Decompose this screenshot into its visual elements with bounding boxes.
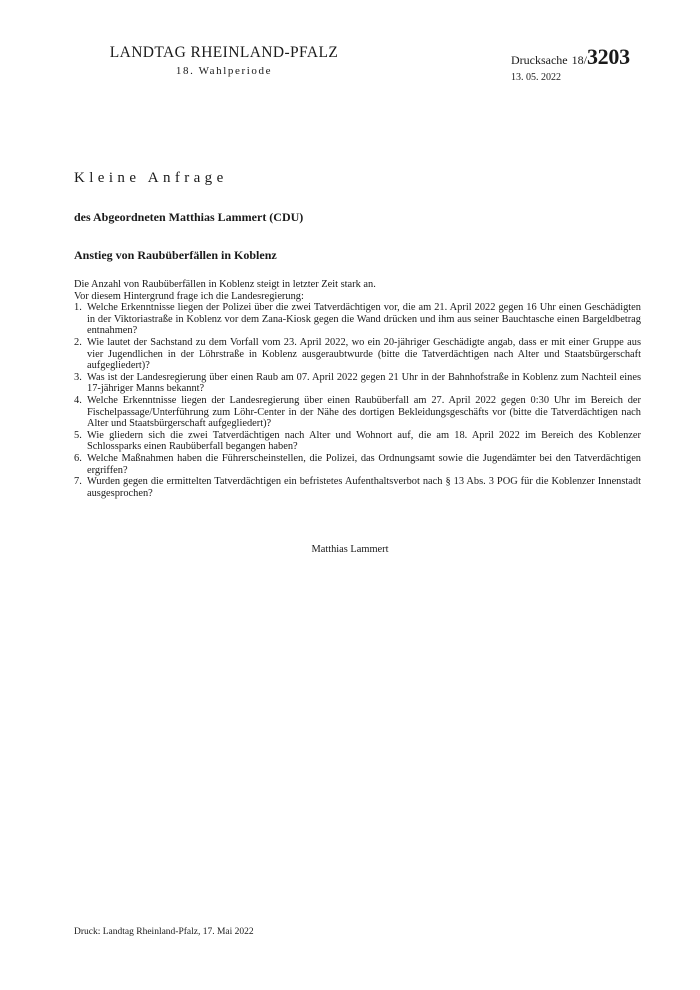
question-item [74, 337, 641, 372]
parliament-name: LANDTAG RHEINLAND-PFALZ [109, 44, 339, 61]
drucksache-line [511, 45, 671, 72]
question-text: Was ist der Landesregierung über einen Raub am 07. April 2022 gegen 21 Uhr in der Bahnhofstraße in Koblenz zum Nachteil eines 17-jähriger Manns bekannt? [87, 371, 641, 395]
author-line: des Abgeordneten Matthias Lammert (CDU) [74, 210, 304, 224]
question-text: Welche Erkenntnisse liegen der Polizei über die zwei Tatverdächtigen vor, die am 21. April 2022 gegen 16 Uhr einen Geschädigten in der Viktoriastraße in Koblenz vor dem Zana-Kiosk gegen die Wand drücken und ihm aus seiner Bauchtasche einen Bargeldbetrag entnahmen? [87, 302, 641, 337]
question-list [74, 302, 641, 499]
question-number: 4. [74, 394, 82, 406]
intro-line: Vor diesem Hintergrund frage ich die Landesregierung: [74, 290, 304, 302]
question-item [74, 430, 641, 453]
drucksache-number: 3203 [586, 44, 630, 69]
print-note: Druck: Landtag Rheinland-Pfalz, 17. Mai 2022 [74, 927, 254, 937]
parliament-header [74, 44, 374, 79]
question-item [74, 476, 641, 499]
drucksache-block [511, 45, 671, 84]
signature: Matthias Lammert [311, 544, 389, 555]
drucksache-date: 13. 05. 2022 [511, 72, 561, 83]
question-text: Wie lautet der Sachstand zu dem Vorfall vom 23. April 2022, wo ein 20-jähriger Geschädigte angab, dass er mit einer Gruppe aus vier Jugendlichen in der Löhrstraße in Koblenz ausgeraubtwurde (bitte die Tatverdächtigen nach Alter und Staatsbürgerschaft aufgegliedert)? [87, 336, 641, 372]
intro-line: Die Anzahl von Raubüberfällen in Koblenz steigt in letzter Zeit stark an. [74, 279, 376, 290]
question-number: 1. [74, 302, 82, 314]
question-item [74, 453, 641, 476]
question-text: Welche Maßnahmen haben die Führerscheinstellen, die Polizei, das Ordnungsamt sowie die Jugendämter bei den Tatverdächtigen ergriffen? [87, 452, 641, 476]
question-number: 7. [74, 476, 82, 488]
question-item [74, 372, 641, 395]
question-item [74, 395, 641, 430]
question-number: 2. [74, 336, 82, 348]
document-type: Kleine Anfrage [74, 170, 228, 186]
subject-title: Anstieg von Raubüberfällen in Koblenz [74, 248, 277, 262]
question-number: 5. [74, 429, 82, 441]
drucksache-label: Drucksache [511, 53, 568, 67]
drucksache-prefix: 18/ [571, 53, 587, 67]
question-text: Wie gliedern sich die zwei Tatverdächtigen nach Alter und Wohnort auf, die am 18. April 2022 im Bereich des Koblenzer Schlossparks einen Raubüberfall begangen haben? [87, 429, 641, 453]
legislative-period: 18. Wahlperiode [175, 65, 273, 77]
document-body [74, 279, 641, 499]
question-text: Wurden gegen die ermittelten Tatverdächtigen ein befristetes Aufenthaltsverbot nach § 13 Abs. 3 POG für die Koblenzer Innenstadt ausgesprochen? [87, 476, 641, 499]
question-item [74, 302, 641, 337]
question-text: Welche Erkenntnisse liegen der Landesregierung über einen Raubüberfall am 27. April 2022 gegen 0:30 Uhr im Bereich der Fischelpassage/Unterführung zum Löhr-Center in der Nähe des dortigen Bekleidungsgeschäfts vor (bitte die Tatverdächtigen nach Alter und Staatsbürgerschaft aufgegliedert)? [87, 394, 641, 430]
question-number: 6. [74, 452, 82, 464]
question-number: 3. [74, 371, 82, 383]
